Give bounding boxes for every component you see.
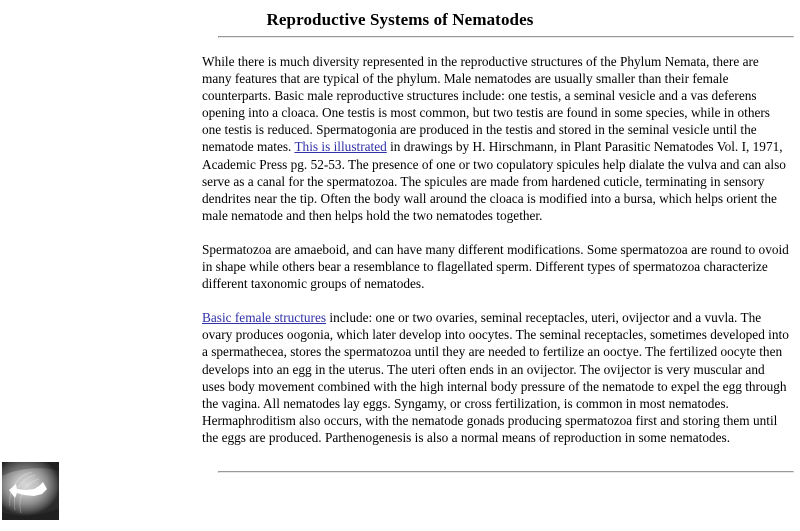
paragraph-female-text: include: one or two ovaries, seminal receptacles, uteri, ovijector and a vuvla. The ovary produces oogonia, which later develop into oocytes. The seminal receptacles, sometimes developed into a spermathecea, stores the spermatozoa until they are needed to fertilize an ooctye. The fertilized oocyte then develops into an egg in the uterus. The uteri often ends in an ovijector. The ovijector is very muscular and uses body movement combined with the high internal body pressure of the nematode to expel the egg through the vagina. All nematodes lay eggs. Syngamy, or cross fertilization, is common in most nematodes. Hermaphroditism also occurs, with the nematode gonads producing spermatozoa first and storing them until the eggs are produced. Parthenogenesis is also a normal means of reproduction in some nematodes. bbox=[202, 310, 789, 445]
paragraph-female-reproductive bbox=[202, 309, 790, 446]
nematode-micrograph-thumbnail[interactable] bbox=[2, 462, 59, 520]
bottom-horizontal-rule bbox=[218, 471, 794, 473]
paragraph-spermatozoa-text: Spermatozoa are amaeboid, and can have many different modifications. Some spermatozoa are round to ovoid in shape while others bear a resemblance to flagellated sperm. Different types of spermatozoa characterize different taxonomic groups of nematodes. bbox=[202, 241, 789, 292]
spacer bbox=[202, 224, 790, 241]
spacer bbox=[202, 292, 790, 309]
paragraph-spermatozoa bbox=[202, 241, 790, 292]
paragraph-male-text-part1: While there is much diversity represented in the reproductive structures of the Phylum Nemata, there are many features that are typical of the phylum. Male nematodes are usually smaller than their female counterparts. Basic male reproductive structures include: one testis, a seminal vesicle and a vas deferens opening into a cloaca. One testis is most common, but two testis are found in some species, while in others one testis is reduced. Spermatogonia are produced in the testis and stored in the seminal vesicle until the nematode mates. bbox=[202, 54, 770, 155]
page-title: Reproductive Systems of Nematodes bbox=[266, 10, 534, 30]
spacer bbox=[202, 446, 790, 471]
micrograph-image bbox=[2, 462, 59, 520]
arrow-marker-icon bbox=[2, 462, 59, 520]
paragraph-male-text-part2: in drawings by H. Hirschmann, in Plant Parasitic Nematodes Vol. I, 1971, Academic Press pg. 52-53. The presence of one or two copulatory spicules help dialate the vulva and can also serve as a canal for the spermatozoa. The spicules are made from hardened cuticle, terminating in sensory dendrites near the tip. Often the body wall around the cloaca is modified into a bursa, which helps orient the male nematode and then helps hold the two nematodes together. bbox=[202, 139, 786, 223]
spacer bbox=[202, 38, 790, 53]
article-content bbox=[202, 36, 790, 473]
top-horizontal-rule bbox=[218, 36, 794, 38]
link-basic-female-structures[interactable]: Basic female structures bbox=[202, 310, 327, 326]
link-this-is-illustrated[interactable]: This is illustrated bbox=[294, 139, 387, 155]
paragraph-male-reproductive bbox=[202, 53, 790, 224]
